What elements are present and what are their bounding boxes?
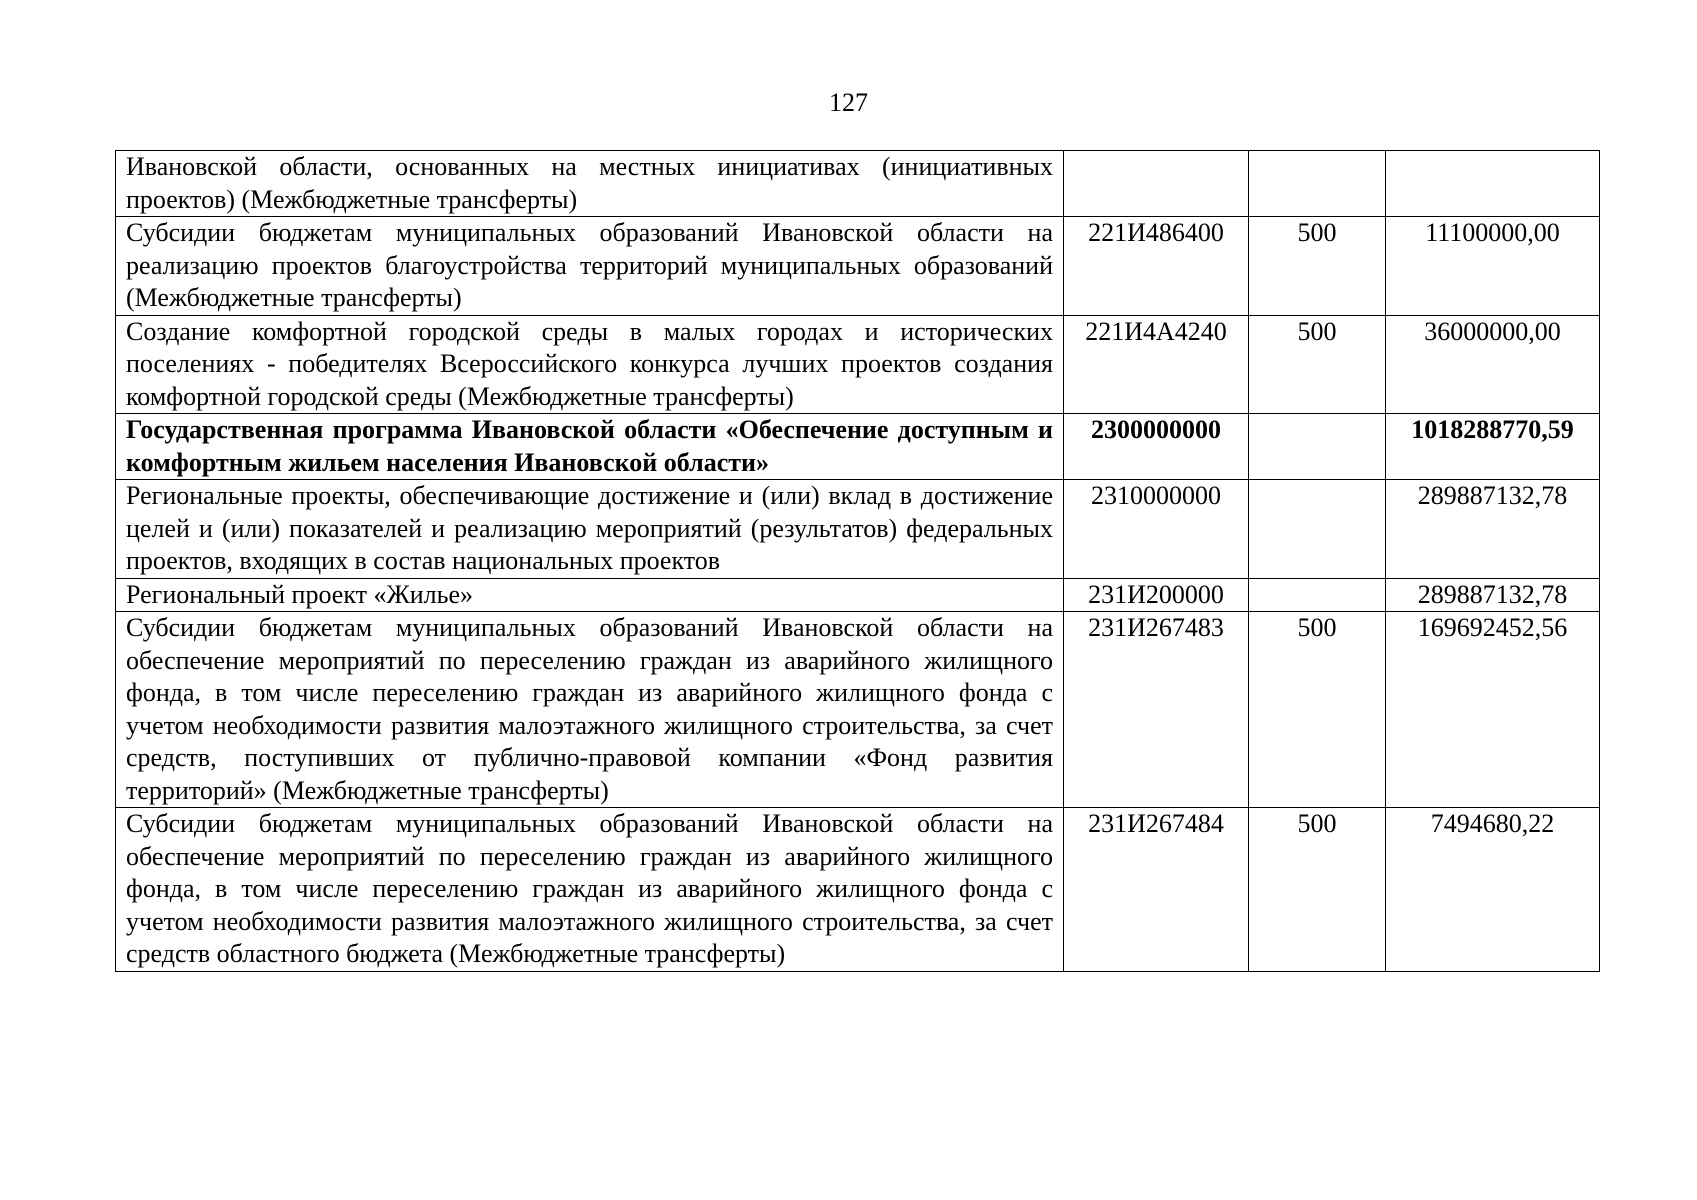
row-code: 231И267483 [1064,612,1249,808]
row-sum: 36000000,00 [1386,315,1600,414]
row-expense-type: 500 [1249,217,1386,316]
row-sum: 289887132,78 [1386,480,1600,579]
row-code: 2300000000 [1064,414,1249,480]
row-expense-type: 500 [1249,612,1386,808]
table-row [116,808,1600,972]
row-name: Субсидии бюджетам муниципальных образований Ивановской области на обеспечение мероприятий по переселению граждан из аварийного жилищного фонда, в том числе переселению граждан из аварийного жилищного фонда с учетом необходимости развития малоэтажного жилищного строительства, за счет средств областного бюджета (Межбюджетные трансферты) [116,808,1064,972]
page-number: 127 [829,88,868,117]
row-sum: 7494680,22 [1386,808,1600,972]
table-row [116,217,1600,316]
row-name: Субсидии бюджетам муниципальных образований Ивановской области на реализацию проектов благоустройства территорий муниципальных образований (Межбюджетные трансферты) [116,217,1064,316]
row-sum [1386,151,1600,217]
budget-table [115,150,1600,972]
row-sum: 289887132,78 [1386,578,1600,612]
row-code: 231И200000 [1064,578,1249,612]
row-code: 221И4А4240 [1064,315,1249,414]
row-expense-type [1249,151,1386,217]
row-sum: 11100000,00 [1386,217,1600,316]
row-code: 231И267484 [1064,808,1249,972]
row-sum: 1018288770,59 [1386,414,1600,480]
table-row [116,315,1600,414]
table-row [116,151,1600,217]
table-row [116,480,1600,579]
row-code: 2310000000 [1064,480,1249,579]
row-expense-type [1249,480,1386,579]
row-code: 221И486400 [1064,217,1249,316]
row-expense-type [1249,578,1386,612]
row-expense-type [1249,414,1386,480]
table-row [116,578,1600,612]
row-name: Государственная программа Ивановской области «Обеспечение доступным и комфортным жильем населения Ивановской области» [116,414,1064,480]
row-name: Региональные проекты, обеспечивающие достижение и (или) вклад в достижение целей и (или) показателей и реализацию мероприятий (результатов) федеральных проектов, входящих в состав национальных проектов [116,480,1064,579]
table-row [116,414,1600,480]
row-name: Региональный проект «Жилье» [116,578,1064,612]
row-name: Создание комфортной городской среды в малых городах и исторических поселениях - победителях Всероссийского конкурса лучших проектов создания комфортной городской среды (Межбюджетные трансферты) [116,315,1064,414]
row-sum: 169692452,56 [1386,612,1600,808]
row-code [1064,151,1249,217]
row-expense-type: 500 [1249,315,1386,414]
row-name: Ивановской области, основанных на местных инициативах (инициативных проектов) (Межбюджетные трансферты) [116,151,1064,217]
table-row [116,612,1600,808]
row-expense-type: 500 [1249,808,1386,972]
row-name: Субсидии бюджетам муниципальных образований Ивановской области на обеспечение мероприятий по переселению граждан из аварийного жилищного фонда, в том числе переселению граждан из аварийного жилищного фонда с учетом необходимости развития малоэтажного жилищного строительства, за счет средств, поступивших от публично-правовой компании «Фонд развития территорий» (Межбюджетные трансферты) [116,612,1064,808]
